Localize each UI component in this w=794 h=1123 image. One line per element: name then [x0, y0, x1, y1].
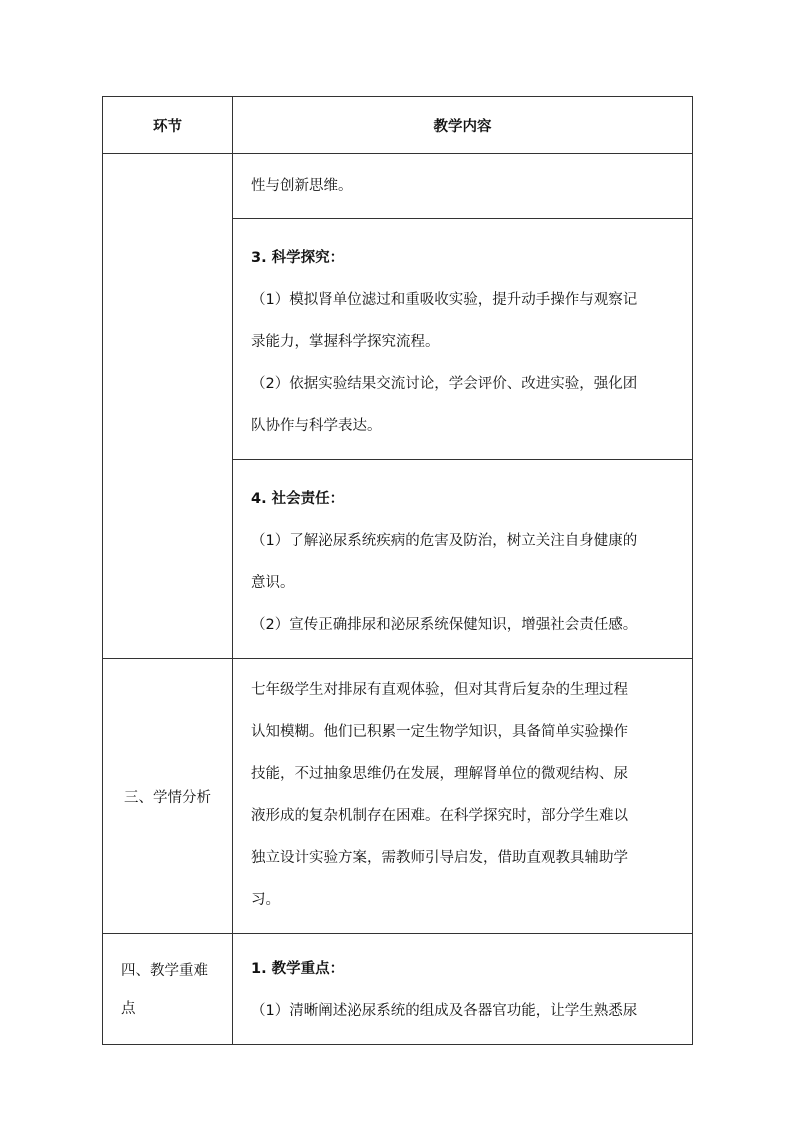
content-cell	[233, 659, 693, 934]
content-text: 队协作与科学表达。	[251, 418, 382, 434]
table-row	[103, 934, 693, 1045]
content-text: 技能，不过抽象思维仍在发展，理解肾单位的微观结构、尿	[251, 766, 628, 782]
section-label-line: 点	[121, 1001, 136, 1017]
subsection-title: 1. 教学重点：	[251, 961, 345, 977]
content-text: （1）了解泌尿系统疾病的危害及防治，树立关注自身健康的	[251, 533, 638, 549]
header-content: 教学内容	[233, 97, 693, 154]
table-row	[103, 659, 693, 934]
content-text: 七年级学生对排尿有直观体验，但对其背后复杂的生理过程	[251, 682, 628, 698]
content-cell	[233, 154, 693, 219]
table-row	[103, 154, 693, 219]
content-text: 性与创新思维。	[251, 178, 353, 194]
section-label-line: 四、教学重难	[121, 963, 208, 979]
content-text: 独立设计实验方案，需教师引导启发，借助直观教具辅助学	[251, 850, 628, 866]
content-text: 习。	[251, 892, 280, 908]
content-text: 认知模糊。他们已积累一定生物学知识，具备简单实验操作	[251, 724, 628, 740]
content-text: （1）清晰阐述泌尿系统的组成及各器官功能，让学生熟悉尿	[251, 1003, 638, 1019]
content-cell	[233, 934, 693, 1045]
section-label	[103, 934, 233, 1045]
table-header-row	[103, 97, 693, 154]
lesson-plan-table	[102, 96, 693, 1045]
subsection-title: 3. 科学探究：	[251, 250, 345, 266]
content-text: （2）宣传正确排尿和泌尿系统保健知识，增强社会责任感。	[251, 617, 638, 633]
header-section: 环节	[103, 97, 233, 154]
subsection-title: 4. 社会责任：	[251, 491, 345, 507]
content-cell	[233, 219, 693, 460]
content-cell	[233, 460, 693, 659]
content-text: 意识。	[251, 575, 295, 591]
section-cell-empty	[103, 154, 233, 659]
content-text: 液形成的复杂机制存在困难。在科学探究时，部分学生难以	[251, 808, 628, 824]
section-label: 三、学情分析	[103, 659, 233, 934]
content-text: （1）模拟肾单位滤过和重吸收实验，提升动手操作与观察记	[251, 292, 638, 308]
content-text: （2）依据实验结果交流讨论，学会评价、改进实验，强化团	[251, 376, 638, 392]
content-text: 录能力，掌握科学探究流程。	[251, 334, 440, 350]
